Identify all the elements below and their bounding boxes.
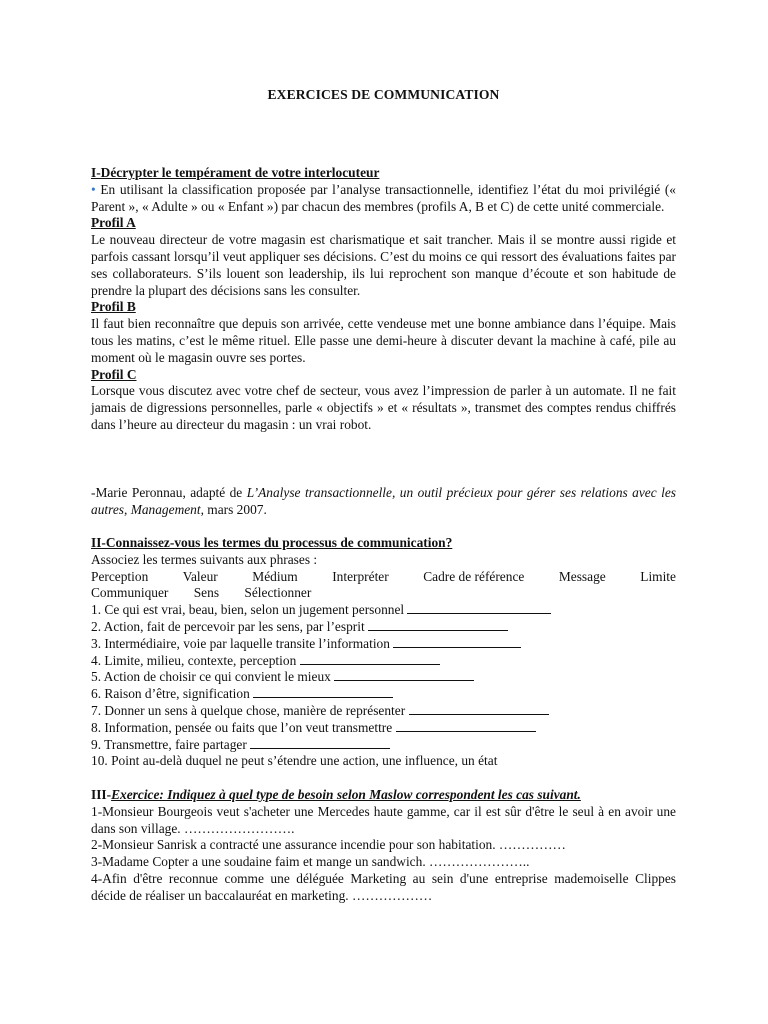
section-3-prefix: III- <box>91 787 112 802</box>
term: Communiquer <box>91 585 169 601</box>
source-publication: Management <box>130 501 201 517</box>
source-sep: , <box>123 501 131 517</box>
answer-blank[interactable] <box>368 619 508 631</box>
section-3 <box>91 787 676 905</box>
answer-blank[interactable] <box>396 720 536 732</box>
section-2 <box>91 535 676 770</box>
profil-a-text: Le nouveau directeur de votre magasin est charismatique et sait trancher. Mais il se montre aussi rigide et parfois cassant lorsqu’il veut appliquer ses décisions. C’est du moins ce qui ressort des évaluations faites par ses collaborateurs. S’ils louent son leadership, ils lui reprochent son manque d’écoute et son habitude de prendre la plupart des décisions sans les consulter. <box>91 232 676 298</box>
term: Perception <box>91 568 149 584</box>
answer-blank[interactable] <box>409 703 549 715</box>
question-item: 9. Transmettre, faire partager <box>91 737 676 754</box>
term: Interpréter <box>332 568 389 584</box>
source-prefix: -Marie Peronnau, adapté de <box>91 485 247 500</box>
section-1-heading: I-Décrypter le tempérament de votre interlocuteur <box>91 165 380 180</box>
question-item: 1. Ce qui est vrai, beau, bien, selon un jugement personnel <box>91 602 676 619</box>
page-title: EXERCICES DE COMMUNICATION <box>267 87 500 102</box>
section-3-heading: Exercice: Indiquez à quel type de besoin selon Maslow correspondent les cas suivant. <box>111 787 581 802</box>
section-1-intro-text: En utilisant la classification proposée par l’analyse transactionnelle, identifiez l’état du moi privilégié (« Parent », « Adulte » ou « Enfant ») par chacun des membres (profils A, B et C) de cette unité commerciale. <box>91 181 676 214</box>
profil-b-label: Profil B <box>91 299 136 315</box>
section-3-heading-line <box>91 787 676 804</box>
question-item: 5. Action de choisir ce qui convient le mieux <box>91 669 676 686</box>
source-title: L’Analyse transactionnelle, un outil précieux pour gérer ses relations avec les autres <box>91 485 677 517</box>
answer-blank[interactable] <box>300 653 440 665</box>
case-item: 2-Monsieur Sanrisk a contracté une assurance incendie pour son habitation. …………… <box>91 837 566 853</box>
terms-row-2 <box>91 585 676 602</box>
case-item: 3-Madame Copter a une soudaine faim et mange un sandwich. ………………….. <box>91 854 530 870</box>
term: Cadre de référence <box>423 568 525 584</box>
term: Valeur <box>182 568 218 584</box>
term: Message <box>558 568 606 584</box>
bullet-icon: • <box>91 181 96 197</box>
profil-c-text: Lorsque vous discutez avec votre chef de secteur, vous avez l’impression de parler à un automate. Il ne fait jamais de digressions personnelles, parle « objectifs » et « résultats », transmet des comptes rendus chiffrés dans l’heure au directeur du magasin : un vrai robot. <box>91 383 676 432</box>
answer-blank[interactable] <box>407 602 551 614</box>
term: Sélectionner <box>244 585 312 601</box>
question-item: 8. Information, pensée ou faits que l’on veut transmettre <box>91 720 676 737</box>
answer-blank[interactable] <box>250 737 390 749</box>
question-item: 2. Action, fait de percevoir par les sens, par l’esprit <box>91 619 676 636</box>
question-item: 6. Raison d’être, signification <box>91 686 676 703</box>
profil-a-label: Profil A <box>91 215 136 231</box>
section-1 <box>91 165 676 434</box>
section-2-heading: II-Connaissez-vous les termes du processus de communication? <box>91 535 453 550</box>
terms-row-1 <box>91 569 676 586</box>
term: Médium <box>252 568 298 584</box>
answer-blank[interactable] <box>334 669 474 681</box>
question-item: 7. Donner un sens à quelque chose, manière de représenter <box>91 703 676 720</box>
section-1-intro <box>91 182 676 216</box>
profil-c-label: Profil C <box>91 366 137 382</box>
term: Limite <box>640 568 676 584</box>
case-item: 1-Monsieur Bourgeois veut s'acheter une Mercedes haute gamme, car il est sûr d'être le seul à en avoir une dans son village. ……………………. <box>91 803 676 836</box>
question-item: 4. Limite, milieu, contexte, perception <box>91 653 676 670</box>
source-date: , mars 2007. <box>200 501 267 517</box>
profil-b-text: Il faut bien reconnaître que depuis son arrivée, cette vendeuse met une bonne ambiance dans l’équipe. Mais tous les matins, c’est le même rituel. Elle passe une demi-heure à discuter devant la machine à café, pile au moment où le magasin ouvre ses portes. <box>91 316 676 365</box>
source-citation <box>91 485 676 519</box>
answer-blank[interactable] <box>253 686 393 698</box>
case-item: 4-Afin d'être reconnue comme une déléguée Marketing au sein d'une entreprise mademoiselle Clippes décide de réaliser un baccalauréat en marketing. ……………… <box>91 870 676 903</box>
question-item: 10. Point au-delà duquel ne peut s’étendre une action, une influence, un état <box>91 753 498 769</box>
question-item: 3. Intermédiaire, voie par laquelle transite l’information <box>91 636 676 653</box>
section-2-instruction: Associez les termes suivants aux phrases : <box>91 551 318 567</box>
answer-blank[interactable] <box>393 636 521 648</box>
term: Sens <box>193 585 220 601</box>
